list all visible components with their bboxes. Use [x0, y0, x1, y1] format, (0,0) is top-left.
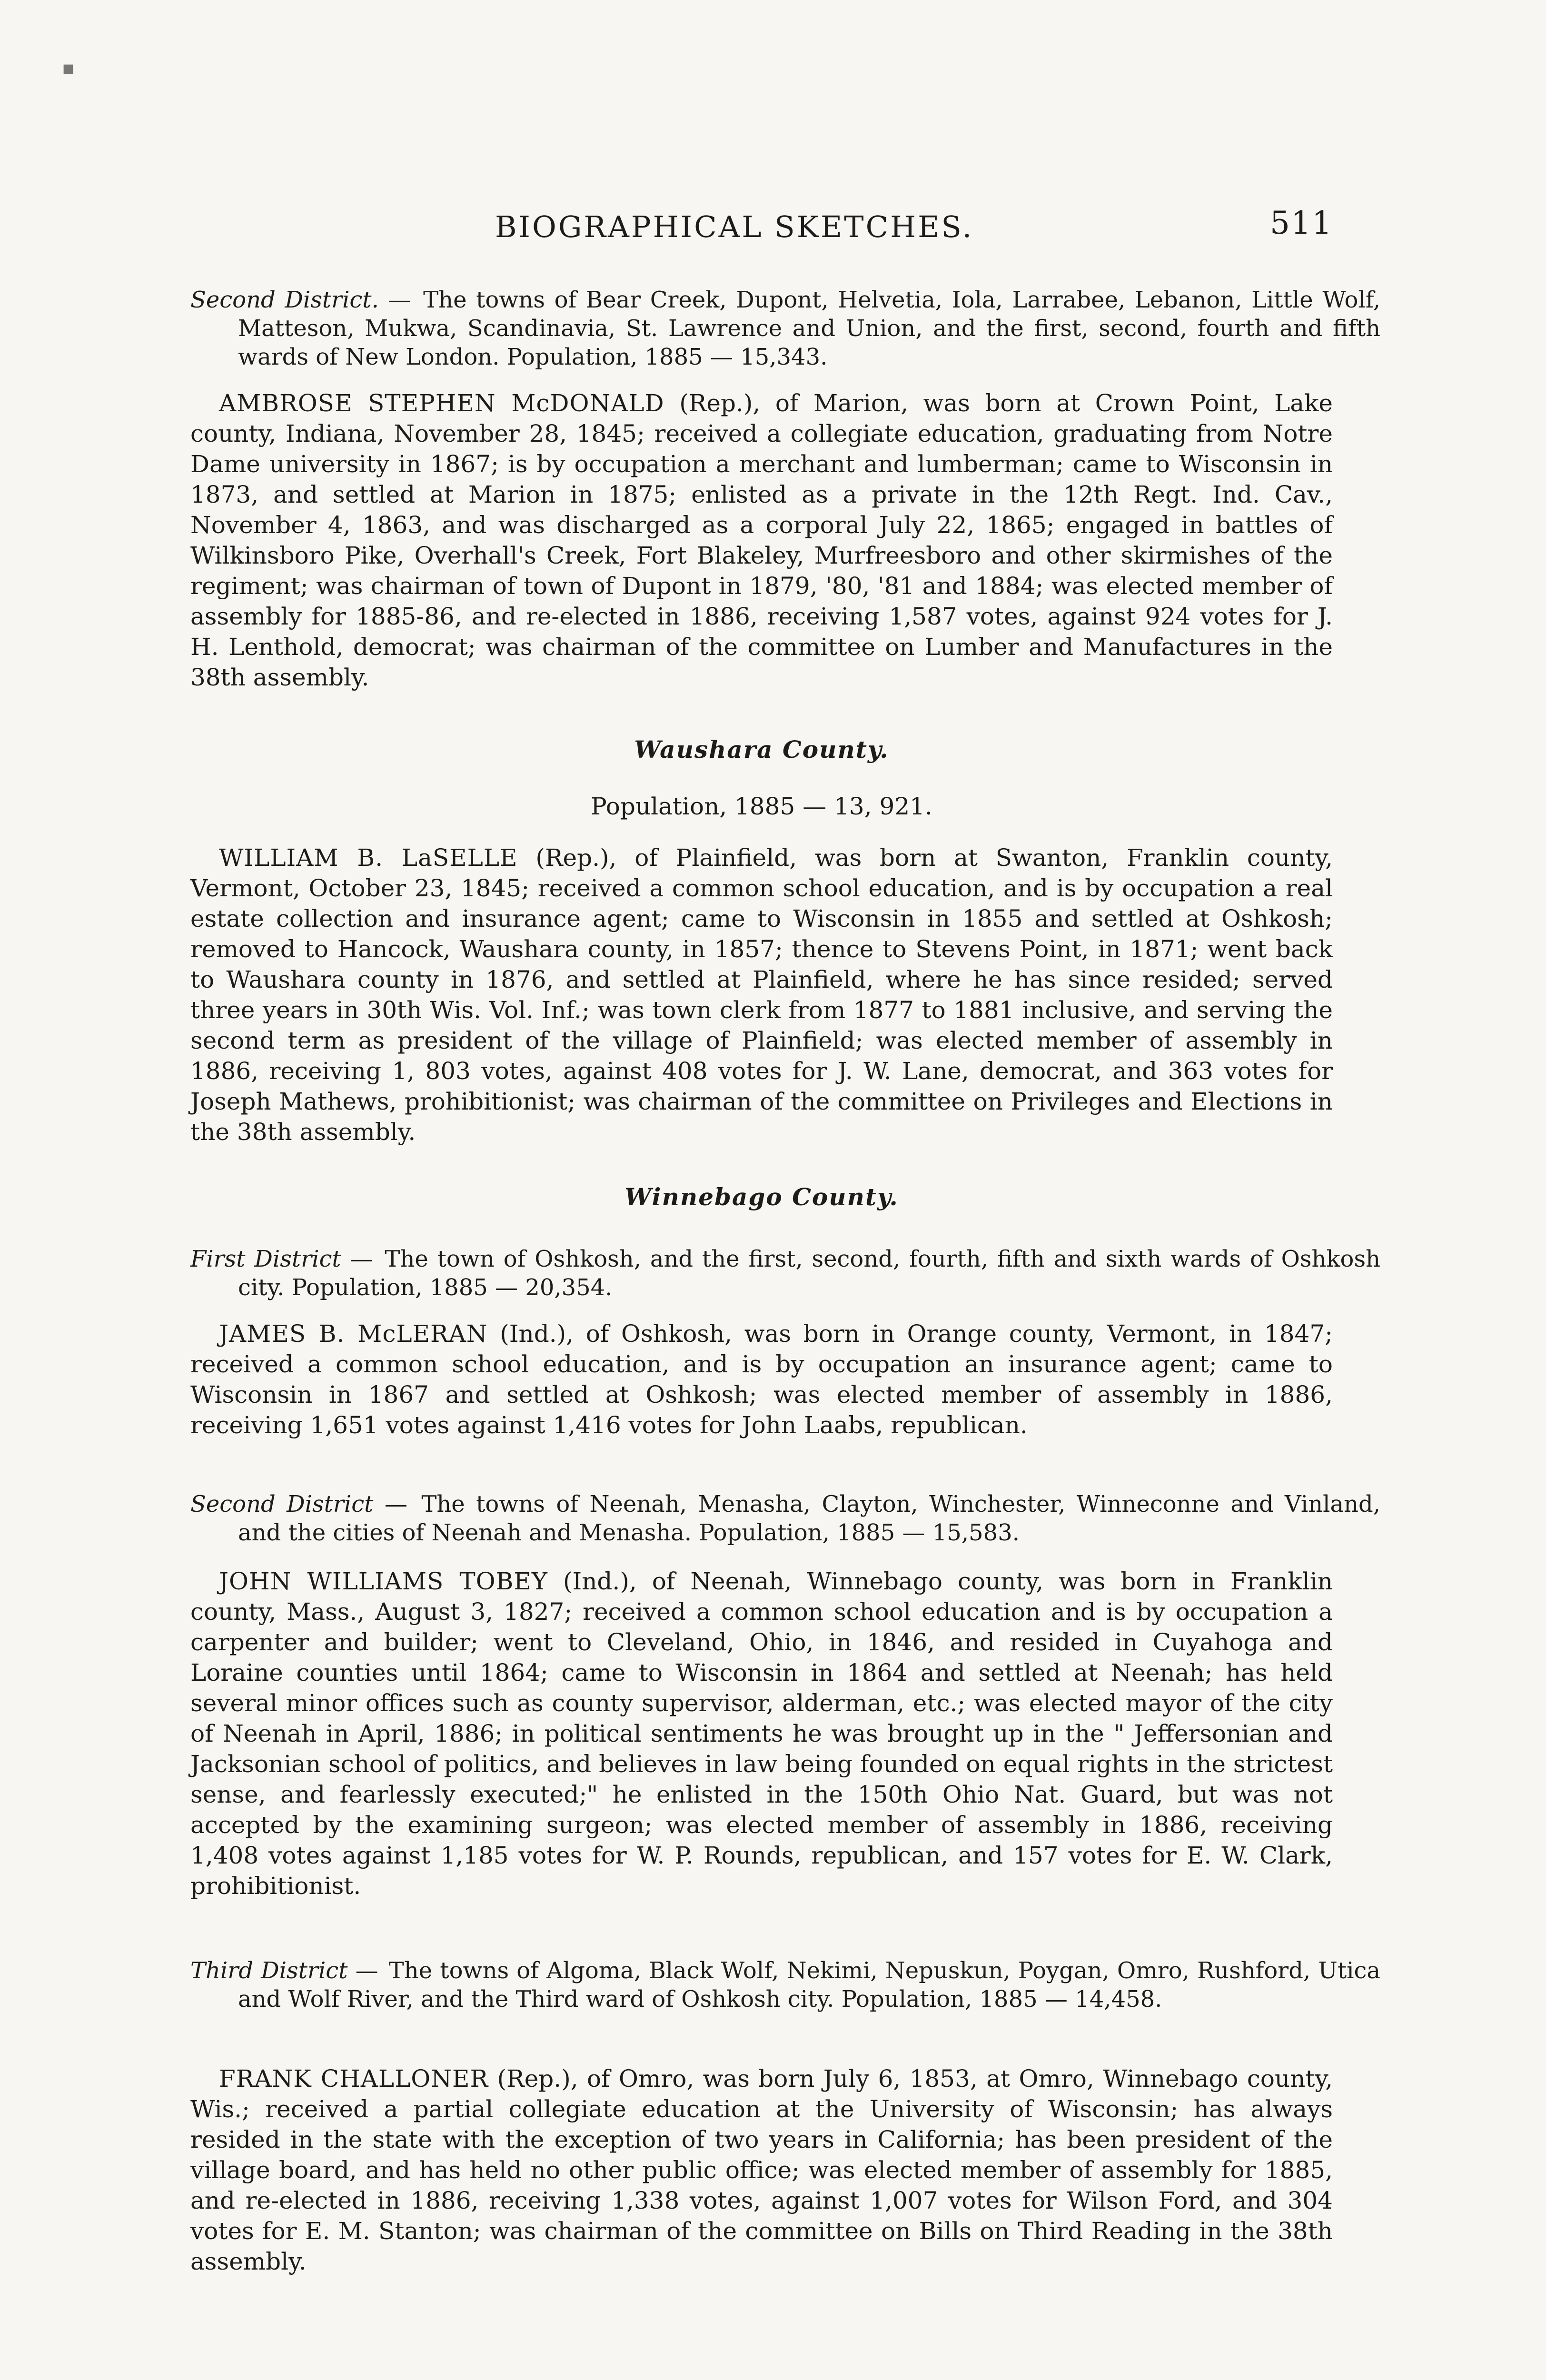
district-heading-winnebago-first [190, 1245, 1380, 1302]
district-heading-winnebago-third [190, 1956, 1380, 2013]
district-heading-waupaca-second [190, 286, 1380, 371]
member-biography: (Rep.), of Omro, was born July 6, 1853, at Omro, Winnebago county, Wis.; received a partial collegiate education at the University of Wisconsin; has always resided in the state with the exception of two years in California; has been president of the village board, and has held no other public office; was elected member of assembly for 1885, and re-elected in 1886, receiving 1,338 votes, against 1,007 votes for Wilson Ford, and 304 votes for E. M. Stanton; was chairman of the committee on Bills on Third Reading in the 38th assembly. [190, 2065, 1333, 2275]
district-dash: — [341, 1246, 382, 1272]
member-name: AMBROSE STEPHEN McDONALD [219, 389, 664, 417]
member-biography: (Ind.), of Oshkosh, was born in Orange county, Vermont, in 1847; received a common school education, and is by occupation an insurance agent; came to Wisconsin in 1867 and settled at Oshkosh; was elected member of assembly in 1886, receiving 1,651 votes against 1,416 votes for John Laabs, republican. [190, 1320, 1333, 1439]
member-name: WILLIAM B. LaSELLE [219, 844, 518, 872]
district-dash: — [373, 1491, 419, 1517]
member-biography: (Rep.), of Marion, was born at Crown Point, Lake county, Indiana, November 28, 1845; received a collegiate education, graduating from Notre Dame university in 1867; is by occupation a merchant and lumberman; came to Wisconsin in 1873, and settled at Marion in 1875; enlisted as a private in the 12th Regt. Ind. Cav., November 4, 1863, and was discharged as a corporal July 22, 1865; engaged in battles of Wilkinsboro Pike, Overhall's Creek, Fort Blakeley, Murfreesboro and other skirmishes of the regiment; was chairman of town of Dupont in 1879, '80, '81 and 1884; was elected member of assembly for 1885-86, and re-elected in 1886, receiving 1,587 votes, against 924 votes for J. H. Lenthold, democrat; was chairman of the committee on Lumber and Manufactures in the 38th assembly. [190, 389, 1333, 691]
member-biography: (Rep.), of Plainfield, was born at Swanton, Franklin county, Vermont, October 23, 1845; received a common school education, and is by occupation a real estate collection and insurance agent; came to Wisconsin in 1855 and settled at Oshkosh; removed to Hancock, Waushara county, in 1857; thence to Stevens Point, in 1871; went back to Waushara county in 1876, and settled at Plainfield, where he has since resided; served three years in 30th Wis. Vol. Inf.; was town clerk from 1877 to 1881 inclusive, and serving the second term as president of the village of Plainfield; was elected member of assembly in 1886, receiving 1, 803 votes, against 408 votes for J. W. Lane, democrat, and 363 votes for Joseph Mathews, prohibitionist; was chairman of the committee on Privileges and Elections in the 38th assembly. [190, 844, 1333, 1146]
page-title: BIOGRAPHICAL SKETCHES. [495, 209, 974, 244]
running-header [190, 200, 1333, 252]
county-heading-waushara: Waushara County. [634, 735, 889, 764]
district-heading-winnebago-second [190, 1490, 1380, 1547]
district-description: The towns of Algoma, Black Wolf, Nekimi, Nepuskun, Poygan, Omro, Rushford, Utica and Wolf River, and the Third ward of Oshkosh city. Population, 1885 — 14,458. [238, 1957, 1381, 2013]
county-heading-winnebago: Winnebago County. [624, 1183, 899, 1211]
biography-tobey [190, 1566, 1333, 1901]
district-dash: — [378, 287, 421, 313]
district-description: The towns of Neenah, Menasha, Clayton, Winchester, Winneconne and Vinland, and the cities of Neenah and Menasha. Population, 1885 — 15,583. [238, 1491, 1381, 1546]
district-label: Second District [190, 1491, 374, 1517]
district-description: The town of Oshkosh, and the first, second, fourth, fifth and sixth wards of Oshkosh city. Population, 1885 — 20,354. [238, 1246, 1381, 1301]
member-name: JOHN WILLIAMS TOBEY [219, 1567, 548, 1595]
district-label: First District [190, 1246, 341, 1272]
district-label: Third District [190, 1957, 348, 1984]
county-population-waushara: Population, 1885 — 13, 921. [591, 793, 932, 820]
district-label: Second District. [190, 287, 379, 313]
district-description: The towns of Bear Creek, Dupont, Helvetia, Iola, Larrabee, Lebanon, Little Wolf, Matteson, Mukwa, Scandinavia, St. Lawrence and Union, and the first, second, fourth and fifth wards of New London. Population, 1885 — 15,343. [238, 287, 1380, 370]
biography-mcleran [190, 1319, 1333, 1440]
member-name: FRANK CHALLONER [219, 2065, 489, 2092]
biography-laselle [190, 843, 1333, 1147]
district-dash: — [347, 1957, 386, 1984]
margin-mark: ▪ [62, 57, 75, 79]
biography-mcdonald [190, 388, 1333, 693]
member-biography: (Ind.), of Neenah, Winnebago county, was born in Franklin county, Mass., August 3, 1827; received a common school education and is by occupation a carpenter and builder; went to Cleveland, Ohio, in 1846, and resided in Cuyahoga and Loraine counties until 1864; came to Wisconsin in 1864 and settled at Neenah; has held several minor offices such as county supervisor, alderman, etc.; was elected mayor of the city of Neenah in April, 1886; in political sentiments he was brought up in the " Jeffersonian and Jacksonian school of politics, and believes in law being founded on equal rights in the strictest sense, and fearlessly executed;" he enlisted in the 150th Ohio Nat. Guard, but was not accepted by the examining surgeon; was elected member of assembly in 1886, receiving 1,408 votes against 1,185 votes for W. P. Rounds, republican, and 157 votes for E. W. Clark, prohibitionist. [190, 1567, 1333, 1900]
member-name: JAMES B. McLERAN [219, 1320, 488, 1348]
page-number: 511 [1270, 205, 1333, 241]
biography-challoner [190, 2063, 1333, 2277]
